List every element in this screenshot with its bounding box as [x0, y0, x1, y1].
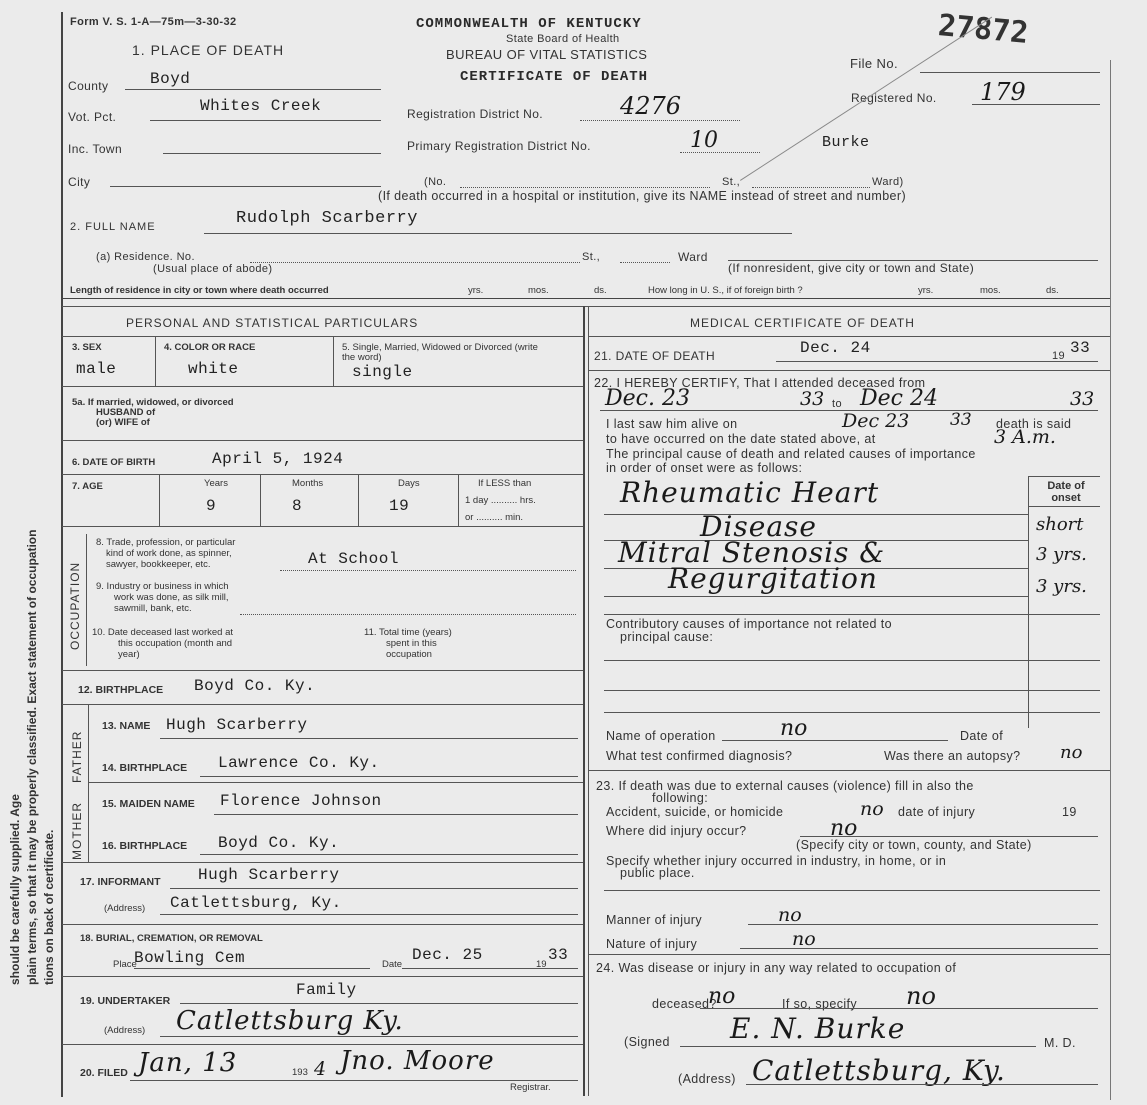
stamp-number: 27872 [936, 8, 1030, 51]
cause-line-4 [604, 596, 1028, 597]
dod-row-line [588, 370, 1110, 371]
months-value: 8 [292, 497, 303, 515]
margin-note-line-1: should be carefully supplied. Age [8, 794, 22, 985]
hospital-note: (If death occurred in a hospital or institution, give its NAME instead of street and number) [378, 189, 907, 203]
row-line-6 [62, 704, 583, 705]
industry-line [240, 614, 576, 615]
contrib-text-2: principal cause: [620, 630, 714, 644]
no-label: (No. [424, 176, 447, 188]
onset-top [1028, 476, 1100, 477]
file-no-line [920, 72, 1100, 73]
spouse-label-3: (or) WIFE of [96, 417, 150, 428]
foreign-label: How long in U. S., if of foreign birth ? [648, 285, 803, 296]
sex-label: 3. SEX [72, 342, 102, 353]
father-name-value: Hugh Scarberry [166, 716, 308, 734]
burial-year-value: 33 [548, 946, 569, 964]
foreign-mos: mos. [980, 285, 1001, 296]
city-line [110, 186, 381, 187]
specify-line [604, 890, 1100, 891]
pencil-stroke [740, 17, 992, 181]
burial-date-line [402, 968, 578, 969]
age-divider-3 [358, 474, 359, 526]
commonwealth-title: COMMONWEALTH OF KENTUCKY [416, 16, 642, 32]
full-name-label: 2. FULL NAME [70, 221, 156, 233]
dod-line [776, 361, 1098, 362]
form-number: Form V. S. 1-A—75m—3-30-32 [70, 16, 237, 28]
death-said-label: death is said [996, 417, 1072, 431]
undertaker-address-value: Catlettsburg Ky. [176, 1006, 404, 1036]
cause-2: Disease [700, 510, 817, 543]
mother-bp-line [200, 854, 578, 855]
filed-year-value: 4 [314, 1058, 327, 1080]
lastworked-label-3: year) [118, 649, 140, 660]
nature-label: Nature of injury [606, 937, 698, 951]
cause-3: Mitral Stenosis & [618, 536, 886, 569]
time-value: 3 A.m. [994, 426, 1056, 448]
cause-1: Rheumatic Heart [620, 476, 880, 509]
burial-place-label: Place [113, 959, 137, 970]
external-text-2: following: [652, 791, 709, 805]
informant-address-line [160, 914, 578, 915]
undertaker-label: 19. UNDERTAKER [80, 995, 171, 1007]
burial-place-line [134, 968, 370, 969]
parents-split-line [88, 782, 583, 783]
dob-value: April 5, 1924 [212, 450, 344, 468]
margin-note-line-2: plain terms, so that it may be properly classified. Exact statement of occupation [25, 529, 39, 985]
reg-district-label: Registration District No. [407, 107, 544, 121]
registered-no-line [972, 104, 1100, 105]
mother-name-value: Florence Johnson [220, 792, 382, 810]
autopsy-label: Was there an autopsy? [884, 749, 1021, 763]
address-value: Catlettsburg, Ky. [752, 1054, 1006, 1087]
row-line-4 [62, 526, 583, 527]
personal-heading: PERSONAL AND STATISTICAL PARTICULARS [126, 316, 419, 330]
file-no-label: File No. [850, 56, 898, 71]
contrib-text-1: Contributory causes of importance not related to [606, 617, 893, 631]
reg-district-line [580, 120, 740, 121]
operation-line [722, 740, 948, 741]
row-line-5 [62, 670, 583, 671]
undertaker-line [180, 1003, 578, 1004]
filed-value: Jan, 13 [138, 1048, 238, 1078]
filed-year-prefix: 193 [292, 1067, 308, 1078]
nonresident-note: (If nonresident, give city or town and State) [728, 261, 975, 275]
injury-date-label: date of injury [898, 805, 976, 819]
form-right-border [1110, 60, 1111, 1100]
registrar-label: Registrar. [510, 1082, 551, 1093]
years-label: Years [204, 478, 228, 489]
days-label: Days [398, 478, 420, 489]
trade-label-2: kind of work done, as spinner, [106, 548, 232, 559]
birthplace-label: 12. BIRTHPLACE [78, 684, 164, 696]
accident-label: Accident, suicide, or homicide [606, 805, 784, 819]
dod-year-value: 33 [1070, 339, 1091, 357]
trade-label-3: sawyer, bookkeeper, etc. [106, 559, 211, 570]
ifso-value: no [906, 982, 936, 1010]
industry-label-3: sawmill, bank, etc. [114, 603, 192, 614]
row-line-3 [62, 474, 583, 475]
st-label: St., [722, 176, 741, 188]
totaltime-label-3: occupation [386, 649, 432, 660]
certificate-title: CERTIFICATE OF DEATH [460, 69, 649, 85]
external-text-1: 23. If death was due to external causes (violence) fill in also the [596, 779, 974, 793]
row-line-2 [62, 440, 583, 441]
where-value: no [830, 816, 858, 841]
father-bp-value: Lawrence Co. Ky. [218, 754, 380, 772]
father-bp-line [200, 776, 578, 777]
reg-district-value: 4276 [620, 92, 682, 120]
trade-value: At School [308, 550, 399, 568]
specify-industry-2: public place. [620, 866, 695, 880]
sex-value: male [76, 360, 117, 378]
state-board: State Board of Health [506, 33, 620, 45]
nature-line [740, 948, 1098, 949]
residence-st-label: St., [582, 251, 601, 263]
contrib-line-3 [604, 712, 1100, 713]
test-label: What test confirmed diagnosis? [606, 749, 793, 763]
undertaker-address-label: (Address) [104, 1025, 146, 1036]
section-top-line [62, 298, 1110, 299]
color-value: white [188, 360, 239, 378]
op-date-label: Date of [960, 729, 1004, 743]
father-name-line [160, 738, 578, 739]
foreign-ds: ds. [1046, 285, 1059, 296]
primary-district-line [680, 152, 760, 153]
length-residence-label: Length of residence in city or town where death occurred [70, 285, 329, 296]
autopsy-value: no [1060, 742, 1083, 763]
lastsaw-value: Dec 23 [842, 410, 910, 432]
registrar-signature: Jno. Moore [340, 1046, 495, 1076]
length-ds: ds. [594, 285, 607, 296]
operation-label: Name of operation [606, 729, 716, 743]
mother-bp-label: 16. BIRTHPLACE [102, 840, 188, 852]
father-bp-label: 14. BIRTHPLACE [102, 762, 188, 774]
industry-label-2: work was done, as silk mill, [114, 592, 229, 603]
filed-line [130, 1080, 578, 1081]
lessthan-3: or .......... min. [465, 512, 524, 523]
birthplace-value: Boyd Co. Ky. [194, 677, 316, 695]
occupation-vertical: OCCUPATION [68, 561, 82, 650]
bureau-title: BUREAU OF VITAL STATISTICS [446, 47, 648, 62]
nature-value: no [792, 928, 816, 950]
onset-3: 3 yrs. [1036, 576, 1087, 597]
foreign-yrs: yrs. [918, 285, 934, 296]
mother-name-line [214, 814, 578, 815]
lessthan-1: If LESS than [478, 478, 532, 489]
age-divider-1 [159, 474, 160, 526]
specify-industry-1: Specify whether injury occurred in industry, in home, or in [606, 854, 947, 868]
to-date: Dec 24 [860, 386, 938, 411]
informant-label: 17. INFORMANT [80, 876, 161, 888]
contrib-line-2 [604, 690, 1100, 691]
place-of-death-heading: 1. PLACE OF DEATH [132, 42, 285, 58]
residence-line [250, 262, 580, 263]
color-label: 4. COLOR OR RACE [164, 342, 256, 353]
color-divider [333, 336, 334, 386]
dod-label: 21. DATE OF DEATH [594, 349, 716, 363]
lessthan-2: 1 day .......... hrs. [465, 495, 536, 506]
md-label: M. D. [1044, 1036, 1076, 1050]
registered-no-label: Registered No. [851, 91, 937, 105]
informant-line [170, 888, 578, 889]
full-name-line [204, 233, 792, 234]
county-label: County [68, 79, 109, 93]
manner-line [748, 924, 1098, 925]
dod-year-prefix: 19 [1052, 350, 1066, 362]
cause-4: Regurgitation [668, 562, 878, 595]
county-value: Boyd [150, 70, 191, 88]
burial-date-value: Dec. 25 [412, 946, 483, 964]
undertaker-address-line [160, 1036, 578, 1037]
totaltime-label-2: spent in this [386, 638, 437, 649]
signed-value: E. N. Burke [730, 1012, 906, 1045]
nature-row-line [588, 954, 1110, 955]
onset-label: Date of onset [1047, 480, 1085, 504]
margin-note-line-3: tions on back of certificate. [42, 829, 56, 985]
onset-1: short [1036, 514, 1084, 535]
inc-town-label: Inc. Town [68, 142, 123, 156]
onset-2: 3 yrs. [1036, 544, 1087, 565]
industry-label-1: 9. Industry or business in which [96, 581, 229, 592]
full-name-value: Rudolph Scarberry [236, 209, 418, 228]
injury-year-prefix: 19 [1062, 805, 1077, 819]
age-divider-4 [458, 474, 459, 526]
deceased-label: deceased? [652, 997, 717, 1011]
county-line [125, 89, 381, 90]
burial-date-label: Date [382, 959, 403, 970]
accident-value: no [860, 798, 884, 820]
residence-ward-label: Ward [678, 250, 708, 264]
trade-label-1: 8. Trade, profession, or particular [96, 537, 236, 548]
burial-label: 18. BURIAL, CREMATION, OR REMOVAL [80, 933, 263, 944]
lastworked-label-2: this occupation (month and [118, 638, 233, 649]
length-yrs: yrs. [468, 285, 484, 296]
inc-town-line [163, 153, 381, 154]
dob-label: 6. DATE OF BIRTH [72, 457, 156, 468]
occupation-related: 24. Was disease or injury in any way related to occupation of [596, 961, 957, 975]
burial-place-value: Bowling Cem [134, 949, 246, 967]
informant-value: Hugh Scarberry [198, 866, 340, 884]
principal-text-2: in order of onset were as follows: [606, 461, 803, 475]
ifso-label: If so, specify [782, 997, 858, 1011]
marital-label: 5. Single, Married, Widowed or Divorced (write the word) [342, 342, 538, 363]
address-line [746, 1084, 1098, 1085]
lastworked-label-1: 10. Date deceased last worked at [92, 627, 234, 638]
signed-line [680, 1046, 1036, 1047]
medical-heading-line [588, 336, 1110, 337]
months-label: Months [292, 478, 324, 489]
lastsaw-label: I last saw him alive on [606, 417, 738, 431]
principal-text-1: The principal cause of death and related causes of importance [606, 447, 976, 461]
cause-line-5 [604, 614, 1100, 615]
mother-name-label: 15. MAIDEN NAME [102, 798, 195, 810]
registered-no-value: 179 [980, 78, 1026, 106]
center-divider [583, 306, 585, 1096]
from-year: 33 [800, 388, 825, 410]
contrib-line-1 [604, 660, 1100, 661]
section-top-line-2 [62, 306, 1110, 307]
deceased-line [700, 1008, 1098, 1009]
row-line-7 [62, 862, 583, 863]
occurred-label: to have occurred on the date stated above, at [606, 432, 876, 446]
operation-value: no [780, 716, 808, 741]
signed-label: (Signed [624, 1035, 670, 1049]
age-divider-2 [260, 474, 261, 526]
father-name-label: 13. NAME [102, 720, 151, 732]
dod-value: Dec. 24 [800, 339, 871, 357]
marital-value: single [352, 363, 413, 381]
residence-label: (a) Residence. No. [96, 251, 195, 263]
informant-address-value: Catlettsburg, Ky. [170, 894, 342, 912]
manner-label: Manner of injury [606, 913, 703, 927]
where-label: Where did injury occur? [606, 824, 747, 838]
center-divider-2 [588, 306, 589, 1096]
st-line [752, 187, 870, 188]
deceased-value: no [708, 984, 736, 1009]
years-value: 9 [206, 497, 217, 515]
vot-pct-value: Whites Creek [200, 97, 322, 115]
onset-header-line [1028, 506, 1100, 507]
totaltime-label-1: 11. Total time (years) [364, 627, 452, 638]
sex-divider [155, 336, 156, 386]
to-label: to [832, 398, 842, 410]
margin-name: Burke [822, 134, 870, 151]
to-year: 33 [1070, 388, 1095, 410]
trade-line [280, 570, 576, 571]
ward-label: Ward) [872, 176, 904, 188]
mother-vertical: MOTHER [70, 802, 84, 860]
row-line-9 [62, 976, 583, 977]
operation-row-line [588, 770, 1110, 771]
form-left-border [61, 12, 63, 1097]
undertaker-value: Family [296, 981, 357, 999]
burial-year-prefix: 19 [536, 959, 547, 970]
days-value: 19 [389, 497, 410, 515]
vot-pct-label: Vot. Pct. [68, 110, 117, 124]
occupation-border [86, 534, 87, 666]
where-line [800, 836, 1098, 837]
informant-address-label: (Address) [104, 903, 146, 914]
vot-pct-line [150, 120, 381, 121]
row-line-1 [62, 386, 583, 387]
spouse-label-2: HUSBAND of [96, 407, 156, 418]
usual-abode-label: (Usual place of abode) [153, 263, 273, 275]
address-label: (Address) [678, 1072, 736, 1086]
primary-district-label: Primary Registration District No. [407, 139, 591, 153]
parents-border [88, 704, 89, 862]
mother-bp-value: Boyd Co. Ky. [218, 834, 340, 852]
row-line-8 [62, 924, 583, 925]
length-mos: mos. [528, 285, 549, 296]
lastsaw-year: 33 [950, 410, 972, 430]
primary-district-value: 10 [690, 128, 718, 153]
medical-heading: MEDICAL CERTIFICATE OF DEATH [690, 316, 915, 330]
age-label: 7. AGE [72, 481, 103, 492]
personal-heading-line [62, 336, 583, 337]
manner-value: no [778, 904, 802, 926]
spouse-label-1: 5a. If married, widowed, or divorced [72, 397, 234, 408]
specify-city: (Specify city or town, county, and State) [796, 838, 1032, 852]
city-label: City [68, 175, 91, 189]
certify-text: 22. I HEREBY CERTIFY, That I attended deceased from [594, 376, 926, 390]
from-date: Dec. 23 [605, 386, 690, 411]
residence-st-line [620, 262, 670, 263]
father-vertical: FATHER [70, 730, 84, 783]
row-line-10 [62, 1044, 583, 1045]
filed-label: 20. FILED [80, 1067, 128, 1079]
no-line [460, 187, 710, 188]
